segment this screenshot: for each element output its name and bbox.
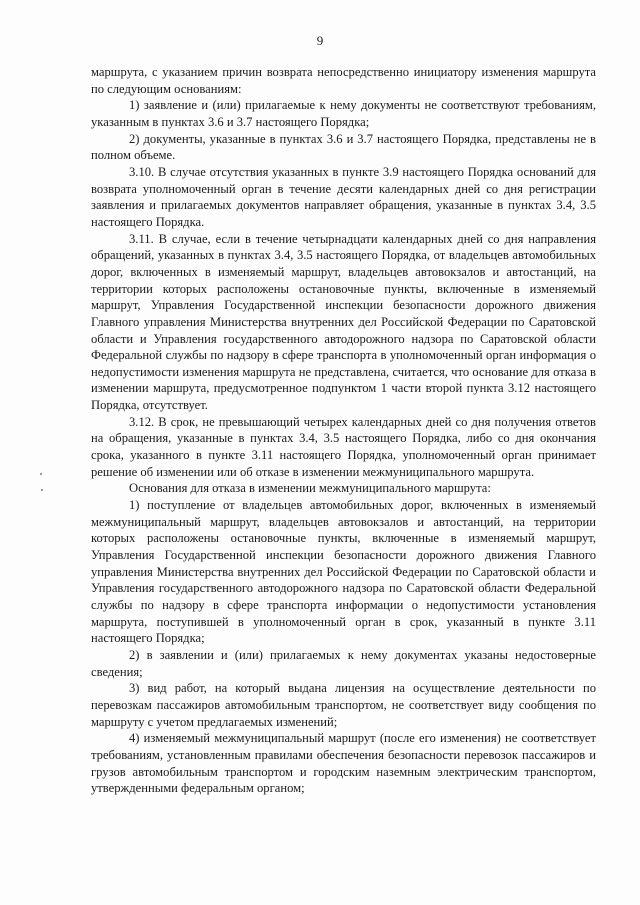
document-body [91,64,596,797]
paragraph-continuation: маршрута, с указанием причин возврата непосредственно инициатору изменения маршрута по следующим основаниям: [91,65,596,96]
paragraph-3-11: 3.11. В случае, если в течение четырнадцати календарных дней со дня направления обращений, указанных в пунктах 3.4, 3.5 настоящего Порядка, от владельцев автомобильных дорог, включенных в изменяемый маршрут, владельцев автовокзалов и автостанций, на территории которых расположены остановочные пункты, включенные в изменяемый маршрут, Управления Государственной инспекции безопасности дорожного движения Главного управления Министерства внутренних дел Российской Федерации по Саратовской области и Управления государственного автодорожного надзора по Саратовской области Федеральной службы по надзору в сфере транспорта в уполномоченный орган информация о недопустимости изменения маршрута не представлена, считается, что основание для отказа в изменении маршрута, предусмотренное подпунктом 1 части второй пункта 3.12 настоящего Порядка, отсутствует. [91,231,596,413]
paragraph-refusal-ground-2: 2) в заявлении и (или) прилагаемых к нему документах указаны недостоверные сведения; [91,647,596,679]
paragraph-3-10: 3.10. В случае отсутствия указанных в пункте 3.9 настоящего Порядка оснований для возврата уполномоченный орган в течение десяти календарных дней со дня регистрации заявления и прилагаемых документов направляет обращения, указанные в пунктах 3.4, 3.5 настоящего Порядка. [91,164,596,229]
paragraph-refusal-ground-3: 3) вид работ, на который выдана лицензия на осуществление деятельности по перевозкам пассажиров автомобильным транспортом, не соответствует виду сообщения по маршруту с учетом предлагаемых изменений; [91,681,596,729]
scan-speck [41,489,43,491]
paragraph-refusal-ground-4: 4) изменяемый межмуниципальный маршрут (после его изменения) не соответствует требованиям, установленным правилами обеспечения безопасности перевозок пассажиров и грузов автомобильным транспортом и городским наземным электрическим транспортом, утвержденными федеральным органом; [91,731,596,796]
paragraph-return-reason-2: 2) документы, указанные в пунктах 3.6 и 3.7 настоящего Порядка, представлены не в полном объеме. [91,131,596,163]
scan-speck [40,473,42,475]
paragraph-refusal-ground-1: 1) поступление от владельцев автомобильных дорог, включенных в изменяемый межмуниципальный маршрут, владельцев автовокзалов и автостанций, на территории которых расположены остановочные пункты, включенные в изменяемый маршрут, Управления Государственной инспекции безопасности дорожного движения Главного управления Министерства внутренних дел Российской Федерации по Саратовской области и Управления государственного автодорожного надзора по Саратовской области Федеральной службы по надзору в сфере транспорта информации о недопустимости установления маршрута, поступившей в уполномоченный орган в срок, указанный в пункте 3.11 настоящего Порядка; [91,498,596,646]
paragraph-3-12: 3.12. В срок, не превышающий четырех календарных дней со дня получения ответов на обращения, указанные в пунктах 3.4, 3.5 настоящего Порядка, либо со дня окончания срока, указанного в пункте 3.11 настоящего Порядка, уполномоченный орган принимает решение об изменении или об отказе в изменении межмуниципального маршрута. [91,414,596,479]
page-number: 9 [316,33,324,48]
paragraph-refusal-grounds-heading: Основания для отказа в изменении межмуниципального маршрута: [129,481,491,496]
paragraph-return-reason-1: 1) заявление и (или) прилагаемые к нему документы не соответствуют требованиям, указанным в пунктах 3.6 и 3.7 настоящего Порядка; [91,98,596,129]
